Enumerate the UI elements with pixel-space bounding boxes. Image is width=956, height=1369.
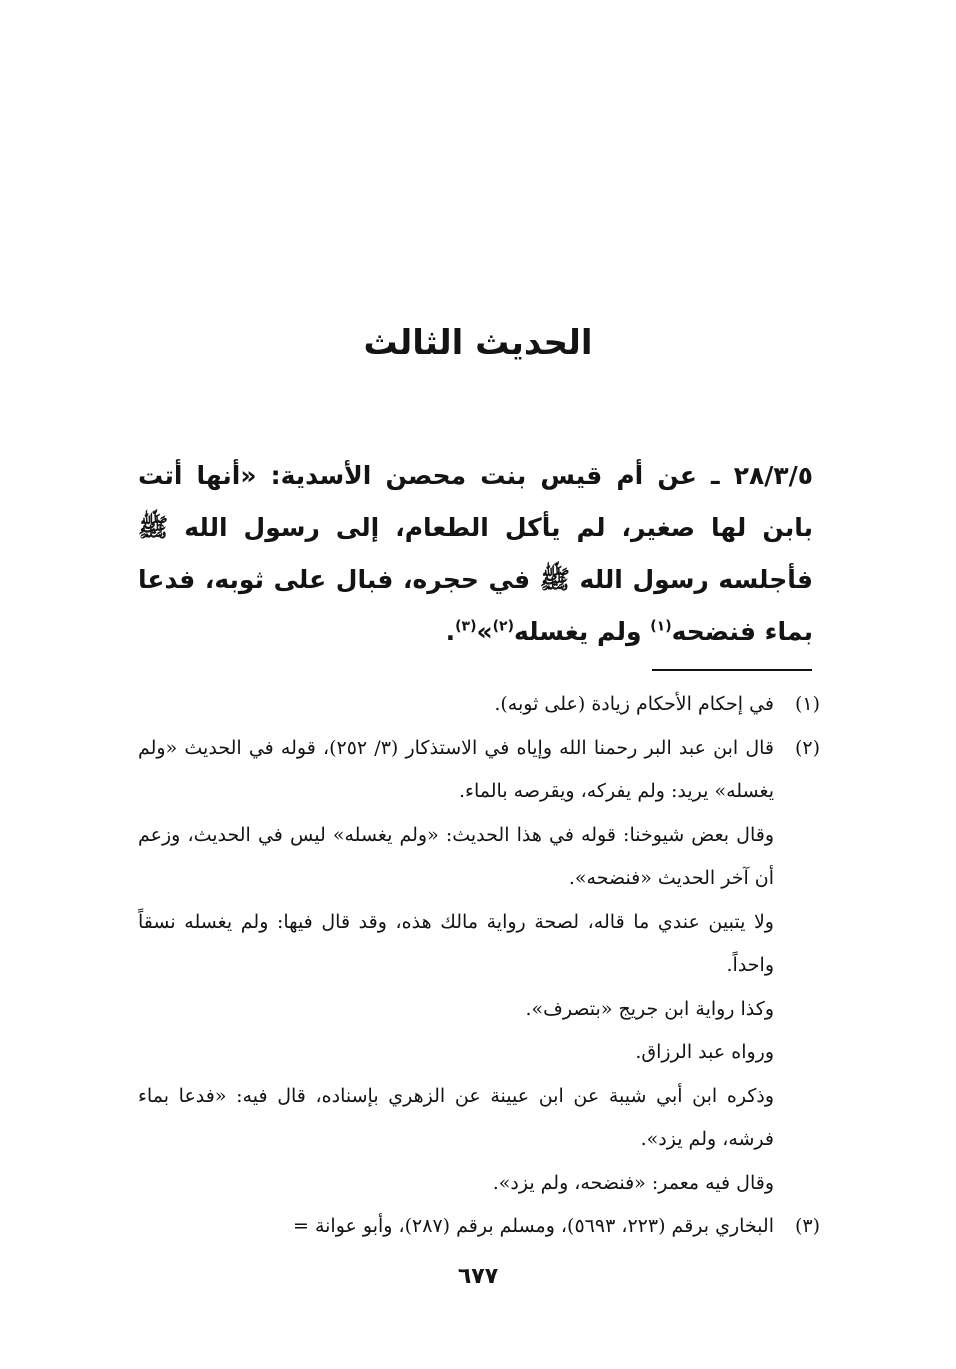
hadith-body-part1: عن أم قيس بنت محصن الأسدية: «أنها أتت بابن لها صغير، لم يأكل الطعام، إلى رسول الله ﷺ فأجلسه رسول الله ﷺ في حجره، فبال على ثوبه، فدعا بماء فنضحه bbox=[138, 461, 813, 646]
footnote-ref-3[interactable]: (٣) bbox=[455, 618, 477, 635]
footnote-paragraph: قال ابن عبد البر رحمنا الله وإياه في الاستذكار (٣/ ٢٥٢)، قوله في الحديث «ولم يغسله» يريد: ولم يفركه، ويقرصه بالماء. bbox=[138, 736, 774, 802]
footnote-body bbox=[138, 1205, 774, 1249]
page-title: الحديث الثالث bbox=[363, 323, 593, 363]
hadith-paragraph bbox=[138, 450, 813, 658]
footnote-paragraph: ولا يتبين عندي ما قاله، لصحة رواية مالك هذه، وقد قال فيها: ولم يغسله نسقاً واحداً. bbox=[138, 910, 774, 976]
footnote-paragraph: البخاري برقم (٢٢٣، ٥٦٩٣)، ومسلم برقم (٢٨٧)، وأبو عوانة = bbox=[292, 1215, 774, 1237]
footnote-paragraph: وقال بعض شيوخنا: قوله في هذا الحديث: «ولم يغسله» ليس في الحديث، وزعم أن آخر الحديث «فنضحه». bbox=[138, 823, 774, 889]
footnote-number: (٣) bbox=[794, 1215, 820, 1237]
closing-quote: » bbox=[476, 617, 493, 646]
hadith-text bbox=[138, 450, 813, 658]
hadith-end: . bbox=[445, 617, 456, 646]
page-number: ٦٧٧ bbox=[457, 1264, 499, 1289]
footnotes bbox=[138, 683, 820, 1249]
footnote-body bbox=[138, 683, 774, 727]
footnote-ref-2[interactable]: (٢) bbox=[492, 618, 514, 635]
footnote-body bbox=[138, 727, 774, 1206]
footnote-paragraph: ورواه عبد الرزاق. bbox=[635, 1041, 774, 1063]
footnote-paragraph: في إحكام الأحكام زيادة (على ثوبه). bbox=[494, 693, 774, 715]
hadith-dash: ـ bbox=[711, 461, 720, 490]
footnote-paragraph: وكذا رواية ابن جريج «بتصرف». bbox=[525, 997, 774, 1020]
footnote-1 bbox=[138, 683, 820, 727]
footnote-number: (١) bbox=[794, 693, 820, 715]
footnote-separator bbox=[652, 669, 812, 671]
hadith-number: ٢٨/٣/٥ bbox=[733, 461, 813, 490]
footnote-2 bbox=[138, 727, 820, 1206]
hadith-body-part2: ولم يغسله bbox=[513, 617, 651, 646]
footnote-ref-1[interactable]: (١) bbox=[650, 618, 672, 635]
footnote-paragraph: وذكره ابن أبي شيبة عن ابن عيينة عن الزهري بإسناده، قال فيه: «فدعا بماء فرشه، ولم يزد». bbox=[138, 1084, 774, 1150]
footnote-paragraph: وقال فيه معمر: «فنضحه، ولم يزد». bbox=[492, 1171, 774, 1194]
footnote-3 bbox=[138, 1205, 820, 1249]
footnote-number: (٢) bbox=[794, 736, 820, 759]
